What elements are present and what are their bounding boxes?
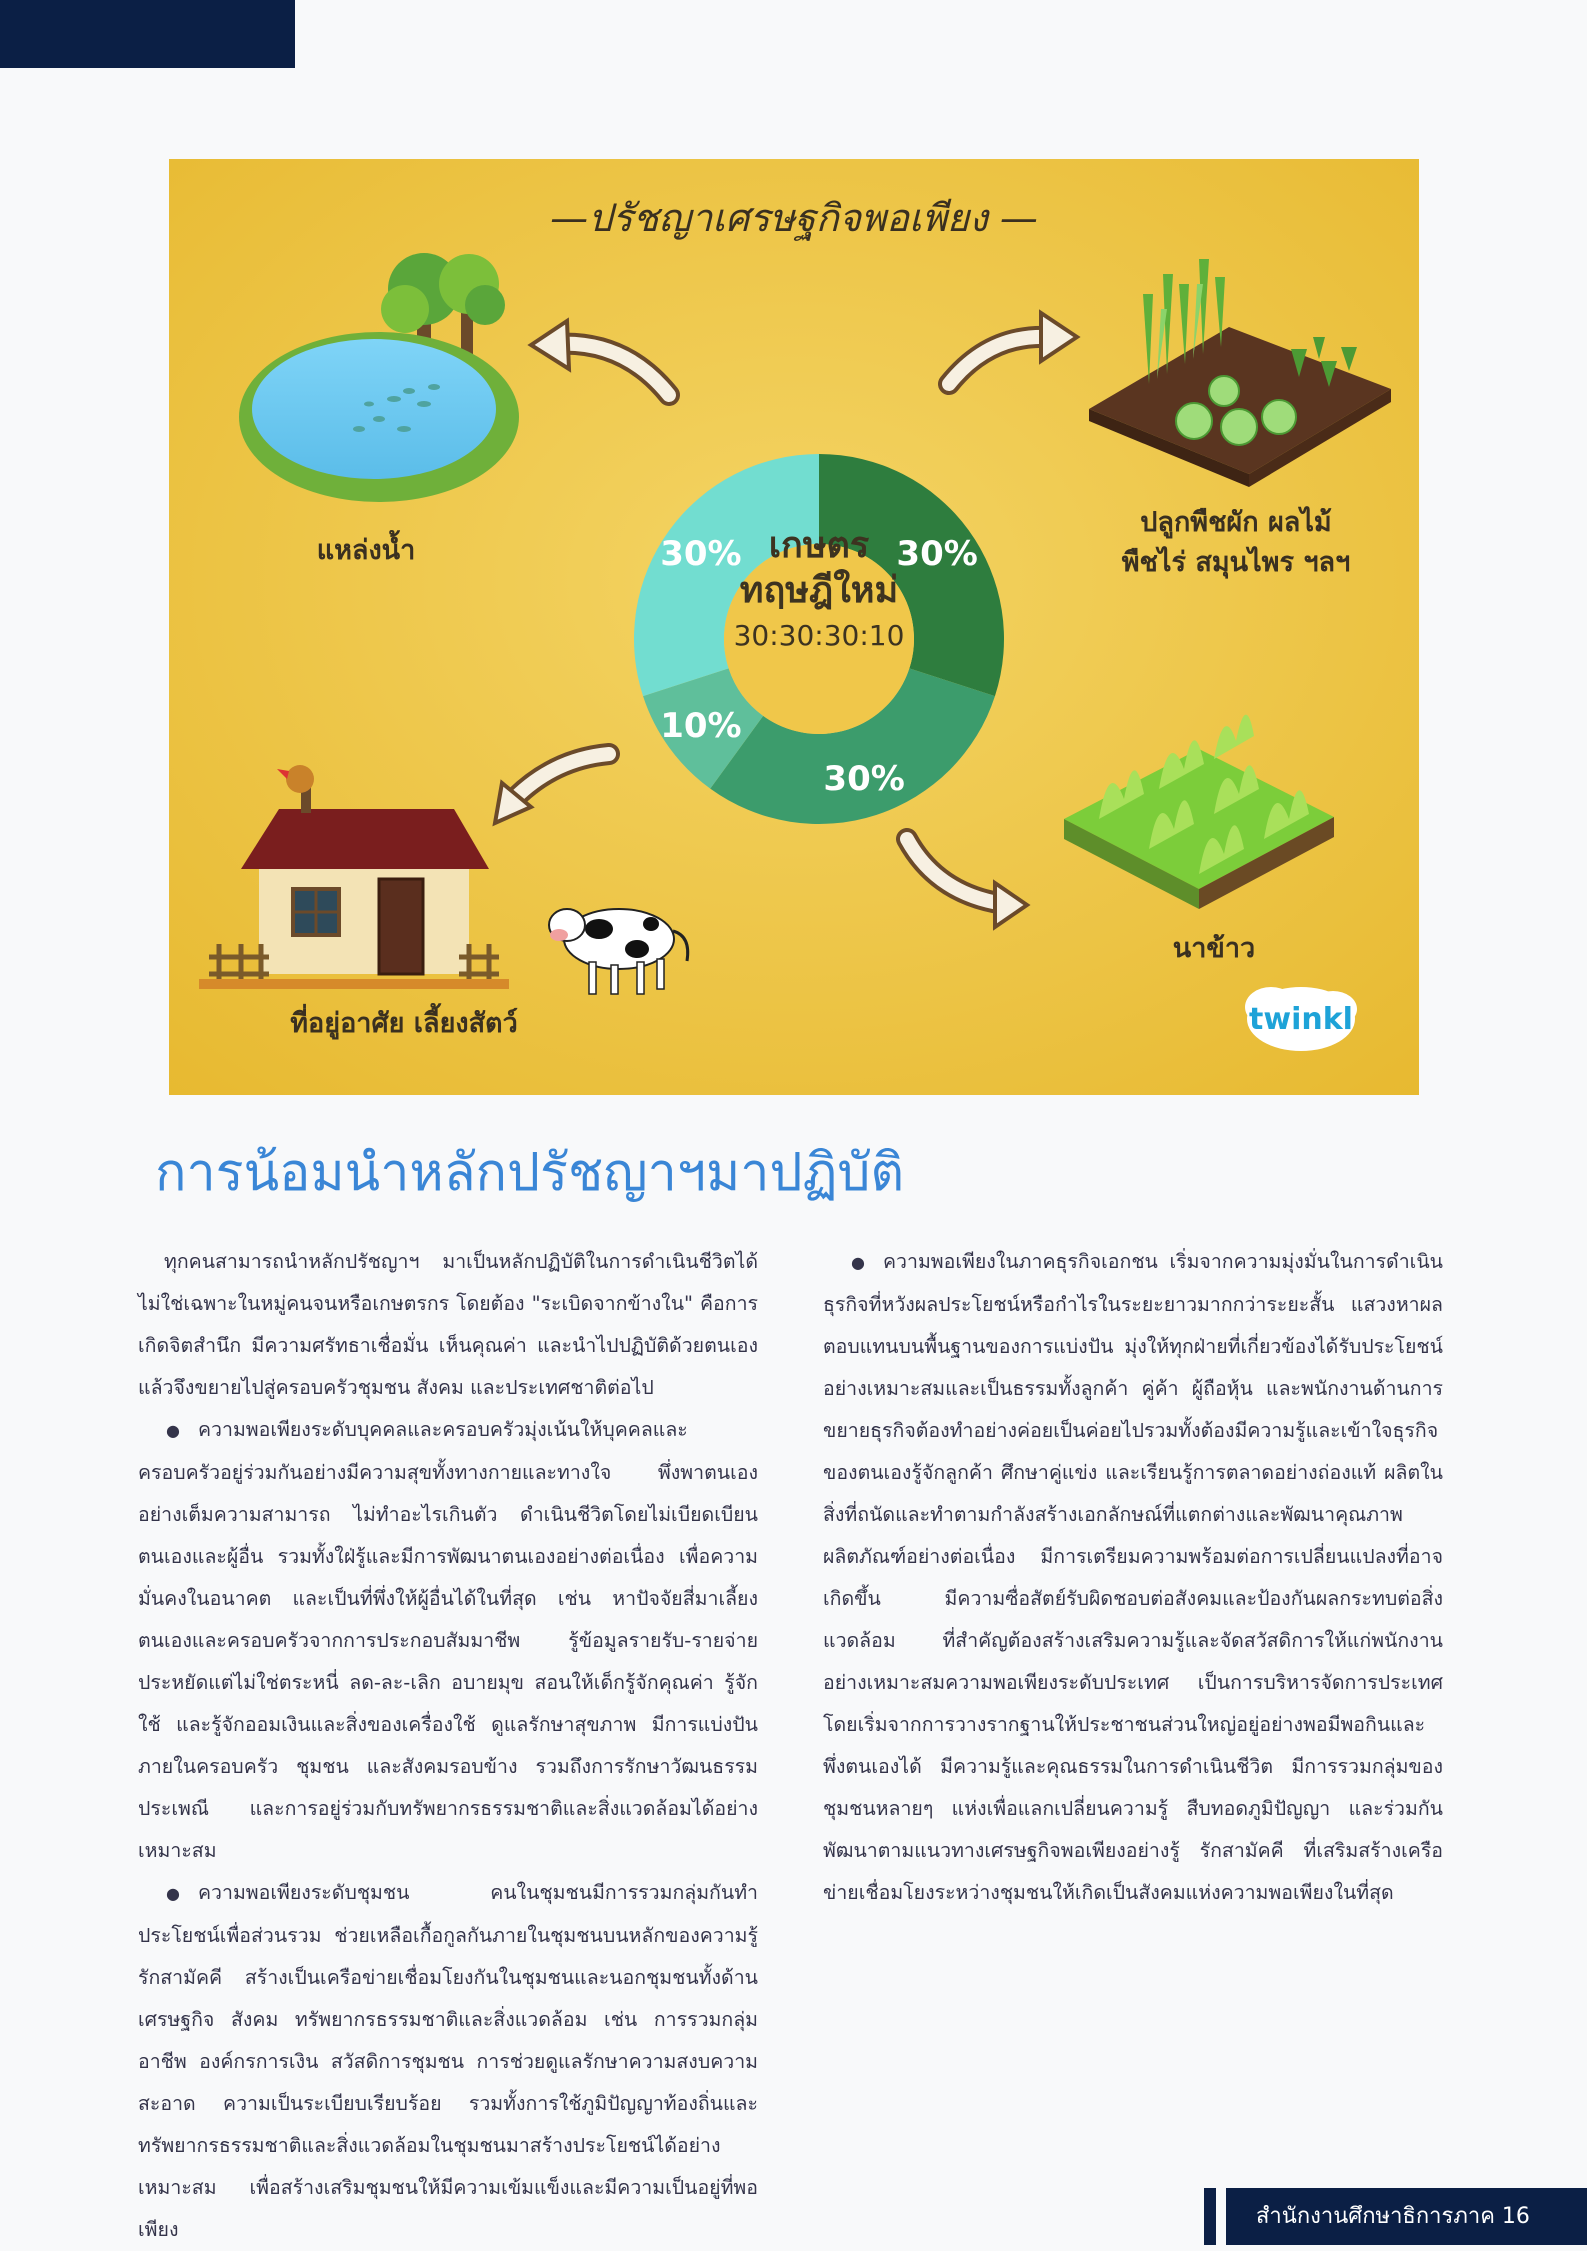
bullet-icon: ● [166,1421,180,1440]
left-bullet-list [138,1409,758,2251]
svg-text:twinkl: twinkl [1249,1002,1353,1037]
right-bullet-list [823,1241,1443,1914]
footer-page-label: สำนักงานศึกษาธิการภาค 16 [1226,2188,1587,2245]
slice-value-label: 30% [660,534,742,575]
donut-center-ratio: 30:30:30:10 [733,619,905,652]
list-item: ● ความพอเพียงระดับชุมชน คนในชุมชนมีการรวมกลุ่มกันทำประโยชน์เพื่อส่วนรวม ช่วยเหลือเกื้อกูลกันภายในชุมชนบนหลักของความรู้ รักสามัคคี สร้างเป็นเครือข่ายเชื่อมโยงกันในชุมชนและนอกชุมชนทั้งด้านเศรษฐกิจ สังคม ทรัพยากรธรรมชาติและสิ่งแวดล้อม เช่น การรวมกลุ่มอาชีพ องค์กรการเงิน สวัสดิการชุมชน การช่วยดูแลรักษาความสงบความสะอาด ความเป็นระเบียบเรียบร้อย รวมทั้งการใช้ภูมิปัญญาท้องถิ่นและทรัพยากรธรรมชาติและสิ่งแวดล้อมในชุมชนมาสร้างประโยชน์ได้อย่างเหมาะสม เพื่อสร้างเสริมชุมชนให้มีความเข้มแข็งและมีความเป็นอยู่ที่พอเพียง [138,1872,758,2251]
section-title: การน้อมนำหลักปรัชญาฯมาปฏิบัติ [155,1143,905,1203]
intro-paragraph: ทุกคนสามารถนำหลักปรัชญาฯ มาเป็นหลักปฏิบัติในการดำเนินชีวิตได้ ไม่ใช่เฉพาะในหมู่คนจนหรือเกษตรกร โดยต้อง "ระเบิดจากข้างใน" คือการเกิดจิตสำนึก มีความศรัทธาเชื่อมั่น เห็นคุณค่า และนำไปปฏิบัติด้วยตนเอง แล้วจึงขยายไปสู่ครอบครัวชุมชน สังคม และประเทศชาติต่อไป [138,1250,758,1399]
label-housing: ที่อยู่อาศัย เลี้ยงสัตว์ [290,1008,518,1039]
slice-value-label: 30% [823,758,905,799]
list-item: ● ความพอเพียงในภาคธุรกิจเอกชน เริ่มจากความมุ่งมั่นในการดำเนินธุรกิจที่หวังผลประโยชน์หรือกำไรในระยะยาวมากกว่าระยะสั้น แสวงหาผลตอบแทนบนพื้นฐานของการแบ่งปัน มุ่งให้ทุกฝ่ายที่เกี่ยวข้องได้รับประโยชน์อย่างเหมาะสมและเป็นธรรมทั้งลูกค้า คู่ค้า ผู้ถือหุ้น และพนักงานด้านการขยายธุรกิจต้องทำอย่างค่อยเป็นค่อยไปรวมทั้งต้องมีความรู้และเข้าใจธุรกิจของตนเองรู้จักลูกค้า ศึกษาคู่แข่ง และเรียนรู้การตลาดอย่างถ่องแท้ ผลิตในสิ่งที่ถนัดและทำตามกำลังสร้างเอกลักษณ์ที่แตกต่างและพัฒนาคุณภาพผลิตภัณฑ์อย่างต่อเนื่อง มีการเตรียมความพร้อมต่อการเปลี่ยนแปลงที่อาจเกิดขึ้น มีความซื่อสัตย์รับผิดชอบต่อสังคมและป้องกันผลกระทบต่อสิ่งแวดล้อม ที่สำคัญต้องสร้างเสริมความรู้และจัดสวัสดิการให้แก่พนักงานอย่างเหมาะสมความพอเพียงระดับประเทศ เป็นการบริหารจัดการประเทศ โดยเริ่มจากการวางรากฐานให้ประชาชนส่วนใหญ่อยู่อย่างพอมีพอกินและพึ่งตนเองได้ มีความรู้และคุณธรรมในการดำเนินชีวิต มีการรวมกลุ่มของชุมชนหลายๆ แห่งเพื่อแลกเปลี่ยนความรู้ สืบทอดภูมิปัญญา และร่วมกันพัฒนาตามแนวทางเศรษฐกิจพอเพียงอย่างรู้ รักสามัคคี ที่เสริมสร้างเครือข่ายเชื่อมโยงระหว่างชุมชนให้เกิดเป็นสังคมแห่งความพอเพียงในที่สุด [823,1241,1443,1914]
slice-value-label: 10% [660,705,742,746]
donut-center-line2: ทฤษฎีใหม่ [739,570,899,611]
list-item: ● ความพอเพียงระดับบุคคลและครอบครัวมุ่งเน้นให้บุคคลและครอบครัวอยู่ร่วมกันอย่างมีความสุขทั้งทางกายและทางใจ พึ่งพาตนเองอย่างเต็มความสามารถ ไม่ทำอะไรเกินตัว ดำเนินชีวิตโดยไม่เบียดเบียนตนเองและผู้อื่น รวมทั้งใฝ่รู้และมีการพัฒนาตนเองอย่างต่อเนื่อง เพื่อความมั่นคงในอนาคต และเป็นที่พึ่งให้ผู้อื่นได้ในที่สุด เช่น หาปัจจัยสี่มาเลี้ยงตนเองและครอบครัวจากการประกอบสัมมาชีพ รู้ข้อมูลรายรับ-รายจ่าย ประหยัดแต่ไม่ใช่ตระหนี่ ลด-ละ-เลิก อบายมุข สอนให้เด็กรู้จักคุณค่า รู้จักใช้ และรู้จักออมเงินและสิ่งของเครื่องใช้ ดูแลรักษาสุขภาพ มีการแบ่งปันภายในครอบครัว ชุมชน และสังคมรอบข้าง รวมถึงการรักษาวัฒนธรรม ประเพณี และการอยู่ร่วมกับทรัพยากรธรรมชาติและสิ่งแวดล้อมได้อย่างเหมาะสม [138,1409,758,1872]
slice-value-label: 30% [896,534,978,575]
label-crops-line2: พืชไร่ สมุนไพร ฯลฯ [1121,547,1351,578]
donut-center-line1: เกษตร [768,525,870,566]
right-text-column [823,1241,1443,1914]
label-crops-line1: ปลูกพืชผัก ผลไม้ [1140,507,1332,538]
bullet-icon: ● [851,1253,865,1272]
footer-stripe [1204,2188,1216,2245]
sufficiency-economy-infographic [169,159,1419,1095]
label-water: แหล่งน้ำ [316,535,416,566]
infographic-title: —ปรัชญาเศรษฐกิจพอเพียง — [550,196,1038,240]
label-rice: นาข้าว [1172,933,1256,964]
left-text-column [138,1241,758,2251]
top-corner-bar [0,0,295,68]
bullet-icon: ● [166,1884,180,1903]
